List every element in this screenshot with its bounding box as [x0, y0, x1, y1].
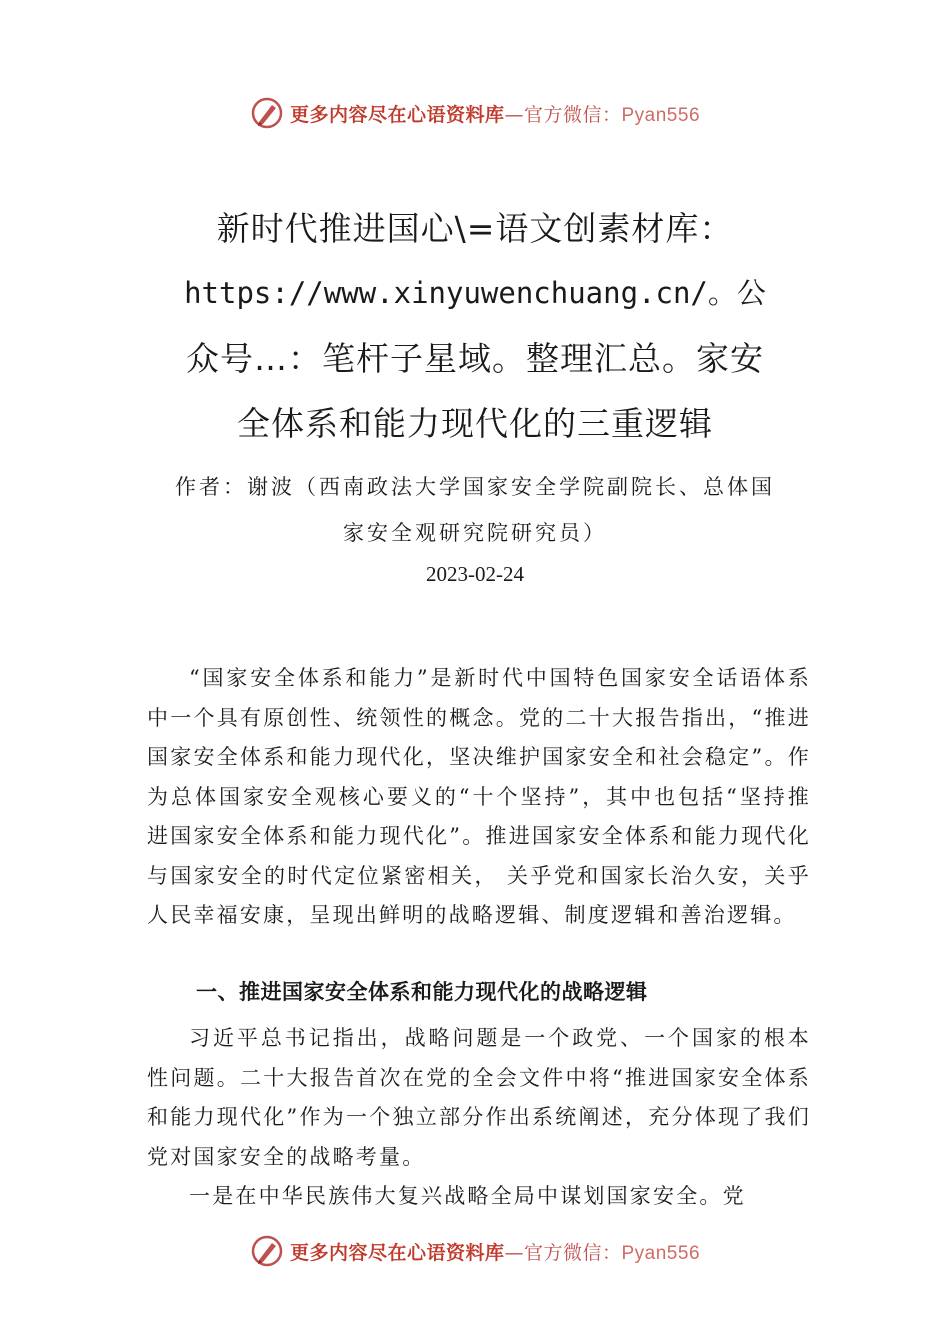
title-line-4: 全体系和能力现代化的三重逻辑 [237, 404, 713, 443]
paragraph-2: 习近平总书记指出，战略问题是一个政党、一个国家的根本性问题。二十大报告首次在党的全会文件中将“推进国家安全体系和能力现代化”作为一个独立部分作出系统阐述，充分体现了我们党对国家安全的战略考量。 [147, 1026, 811, 1169]
paragraph-intro [147, 659, 811, 936]
pen-nib-logo [250, 96, 284, 130]
paragraph-3: 一是在中华民族伟大复兴战略全局中谋划国家安全。党 [189, 1184, 746, 1208]
paragraph-strategy [147, 1019, 811, 1177]
header-banner [0, 96, 950, 130]
publish-date: 2023-02-24 [426, 562, 524, 586]
paragraph-point-one [147, 1177, 811, 1217]
banner-wechat-label: —官方微信： [504, 103, 622, 126]
paragraph-1: “国家安全体系和能力”是新时代中国特色国家安全话语体系中一个具有原创性、统领性的概念。党的二十大报告指出，“推进国家安全体系和能力现代化，坚决维护国家安全和社会稳定”。作为总体国家安全观核心要义的“十个坚持”，其中也包括“坚持推进国家安全体系和能力现代化”。推进国家安全体系和能力现代化与国家安全的时代定位紧密相关， 关乎党和国家长治久安，关乎人民幸福安康，呈现出鲜明的战略逻辑、制度逻辑和善治逻辑。 [147, 666, 811, 927]
banner-text [290, 1238, 700, 1265]
banner-wechat-label: —官方微信： [504, 1241, 622, 1264]
pen-nib-logo [250, 1234, 284, 1268]
banner-wechat-id: Pyan556 [621, 104, 701, 126]
banner-brand: 更多内容尽在心语资料库 [289, 1241, 505, 1264]
title-line-1: 新时代推进国心\=语文创素材库： [216, 209, 734, 248]
banner-brand: 更多内容尽在心语资料库 [289, 103, 505, 126]
footer-banner [0, 1234, 950, 1268]
title-line-3: 众号…：笔杆子星域。整理汇总。家安 [186, 339, 764, 378]
banner-wechat-id: Pyan556 [621, 1242, 701, 1264]
document-title [150, 196, 800, 456]
author-line-1: 作者：谢波（西南政法大学国家安全学院副院长、总体国 [175, 475, 775, 499]
title-line-2: https://www.xinyuwenchuang.cn/。公 [184, 276, 766, 310]
author-line-2: 家安全观研究院研究员） [343, 521, 607, 545]
section-heading: 一、推进国家安全体系和能力现代化的战略逻辑 [196, 980, 648, 1004]
banner-text [290, 100, 700, 127]
author-info [150, 464, 800, 556]
